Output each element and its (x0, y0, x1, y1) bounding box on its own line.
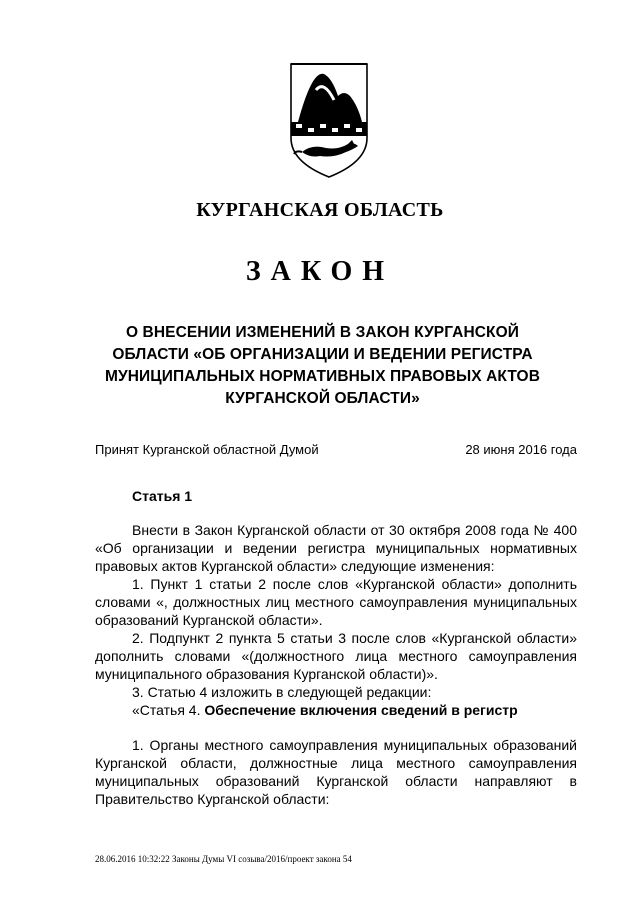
article-body (95, 521, 577, 808)
quoted-article-heading (95, 701, 577, 719)
law-title: О ВНЕСЕНИИ ИЗМЕНЕНИЙ В ЗАКОН КУРГАНСКОЙ ОБЛАСТИ «ОБ ОРГАНИЗАЦИИ И ВЕДЕНИИ РЕГИСТРА МУНИЦИПАЛЬНЫХ НОРМАТИВНЫХ ПРАВОВЫХ АКТОВ КУРГАНСКОЙ ОБЛАСТИ» (105, 324, 540, 407)
quoted-article-title: Обеспечение включения сведений в регистр (204, 702, 518, 718)
quoted-article-prefix: «Статья 4. (132, 702, 201, 718)
article-item-2: 2. Подпункт 2 пункта 5 статьи 3 после слов «Курганской области» дополнить словами «(должностного лица местного самоуправления муниципального образования Курганской области)». (95, 630, 577, 682)
document-footer: 28.06.2016 10:32:22 Законы Думы VI созыва/2016/проект закона 54 (95, 854, 352, 864)
region-name: КУРГАНСКАЯ ОБЛАСТЬ (196, 199, 444, 221)
adopted-by: Принят Курганской областной Думой (95, 442, 319, 457)
adoption-line (95, 442, 577, 457)
article-item-3: 3. Статью 4 изложить в следующей редакции: (132, 684, 432, 700)
article-heading: Статья 1 (132, 488, 193, 504)
document-type: ЗАКОН (245, 256, 395, 287)
article-item-1: 1. Пункт 1 статьи 2 после слов «Курганской области» дополнить словами «, должностных лиц местного самоуправления муниципальных образований Курганской области». (95, 576, 577, 628)
quoted-paragraph-1: 1. Органы местного самоуправления муниципальных образований Курганской области, должностные лица местного самоуправления муниципальных образований Курганской области направляют в Правительство Курганской области: (95, 737, 577, 807)
adoption-date: 28 июня 2016 года (465, 442, 577, 457)
article-intro: Внести в Закон Курганской области от 30 октября 2008 года № 400 «Об организации и ведении регистра муниципальных нормативных правовых актов Курганской области» следующие изменения: (95, 522, 577, 574)
coat-of-arms-icon (288, 60, 370, 180)
